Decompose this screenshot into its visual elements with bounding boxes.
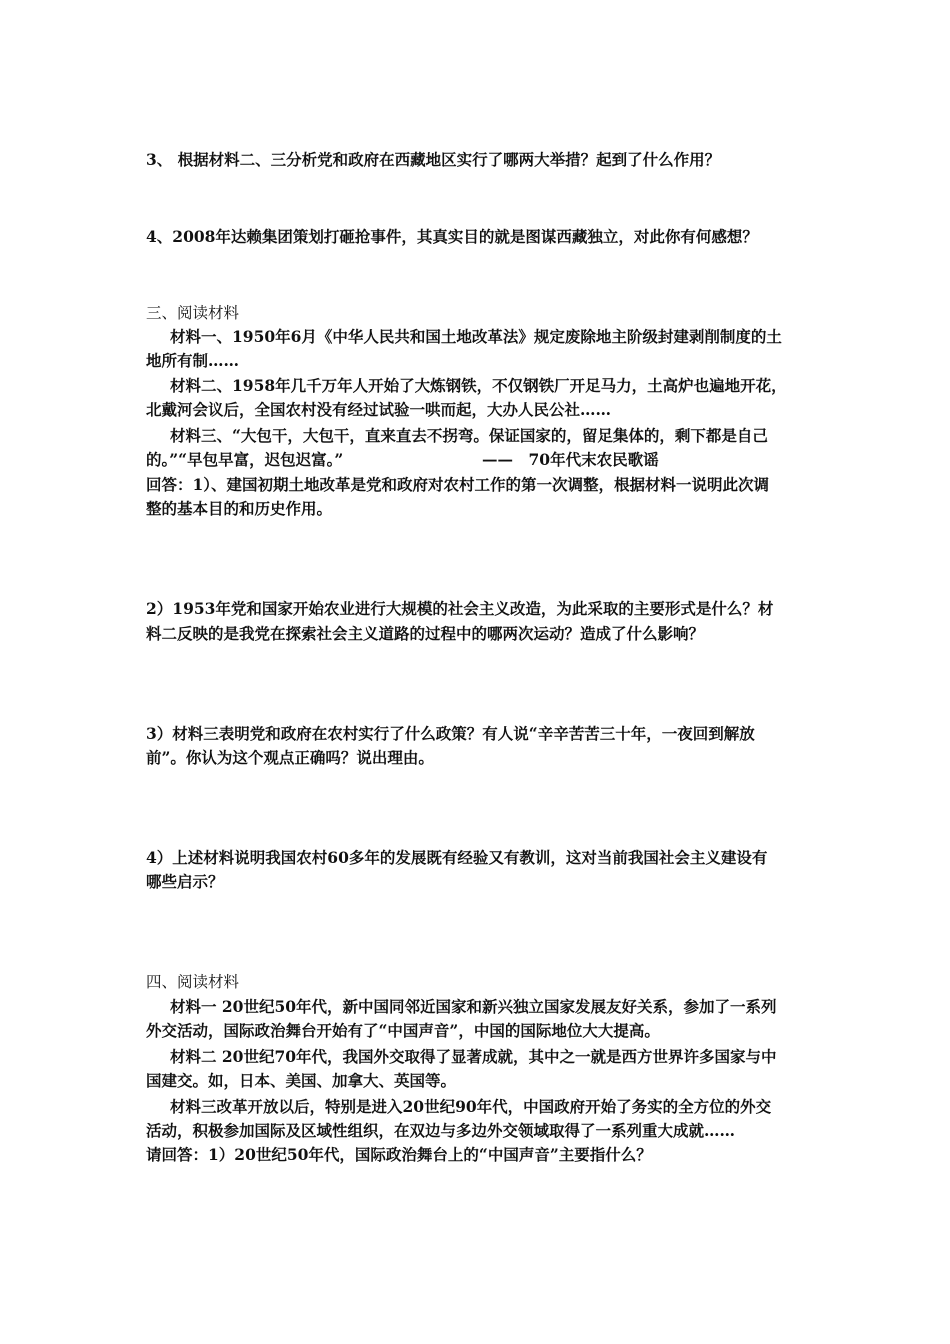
- section-4-heading: 四、阅读材料: [146, 973, 240, 991]
- s4-material-2-line-2: 国建交。如，日本、美国、加拿大、英国等。: [146, 1071, 457, 1090]
- section-3-heading: 三、阅读材料: [146, 304, 240, 322]
- s3-material-2-line-2: 北戴河会议后，全国农村没有经过试验一哄而起，大办人民公社……: [146, 400, 612, 419]
- s4-material-2-line-1: 材料二 20世纪70年代，我国外交取得了显著成就，其中之一就是西方世界许多国家与中: [170, 1047, 777, 1066]
- s4-material-1-line-1: 材料一 20世纪50年代，新中国同邻近国家和新兴独立国家发展友好关系，参加了一系列: [170, 997, 777, 1016]
- s3-question-2-line-1: 2）1953年党和国家开始农业进行大规模的社会主义改造，为此采取的主要形式是什么？材: [146, 599, 774, 618]
- s3-material-3-line-1: 材料三、“大包干，大包干，直来直去不拐弯。保证国家的，留足集体的，剩下都是自己: [170, 426, 768, 445]
- s3-material-2-line-1: 材料二、1958年几千万年人开始了大炼钢铁，不仅钢铁厂开足马力，土高炉也遍地开花，: [170, 376, 787, 395]
- question-4: 4、2008年达赖集团策划打砸抢事件，其真实目的就是图谋西藏独立，对此你有何感想？: [146, 227, 758, 246]
- question-3: 3、 根据材料二、三分析党和政府在西藏地区实行了哪两大举措？起到了什么作用？: [146, 150, 721, 169]
- s4-material-3-line-2: 活动，积极参加国际及区域性组织，在双边与多边外交领域取得了一系列重大成就……: [146, 1121, 736, 1140]
- s3-material-1-line-2: 地所有制……: [146, 351, 240, 370]
- s3-question-4-line-2: 哪些启示？: [146, 872, 224, 891]
- s3-question-3-line-2: 前”。你认为这个观点正确吗？说出理由。: [146, 748, 434, 767]
- s4-material-1-line-2: 外交活动，国际政治舞台开始有了“中国声音”，中国的国际地位大大提高。: [146, 1021, 660, 1040]
- s3-material-3-source: —— 70年代末农民歌谣: [482, 450, 659, 469]
- s3-answer-1-line-2: 整的基本目的和历史作用。: [146, 499, 333, 518]
- s3-question-3-line-1: 3）材料三表明党和政府在农村实行了什么政策？有人说“辛辛苦苦三十年，一夜回到解放: [146, 724, 755, 743]
- s4-material-3-line-1: 材料三改革开放以后，特别是进入20世纪90年代，中国政府开始了务实的全方位的外交: [170, 1097, 772, 1116]
- s3-question-2-line-2: 料二反映的是我党在探索社会主义道路的过程中的哪两次运动？造成了什么影响？: [146, 624, 705, 643]
- s3-answer-1-line-1: 回答：1）、建国初期土地改革是党和政府对农村工作的第一次调整，根据材料一说明此次调: [146, 475, 770, 494]
- s3-material-1-line-1: 材料一、1950年6月《中华人民共和国土地改革法》规定废除地主阶级封建剥削制度的土: [170, 327, 782, 346]
- s3-material-3-line-2: 的。”“早包早富，迟包迟富。”: [146, 450, 344, 469]
- s4-question-1: 请回答：1）20世纪50年代，国际政治舞台上的“中国声音”主要指什么？: [146, 1145, 652, 1164]
- s3-question-4-line-1: 4）上述材料说明我国农村60多年的发展既有经验又有教训，这对当前我国社会主义建设有: [146, 848, 768, 867]
